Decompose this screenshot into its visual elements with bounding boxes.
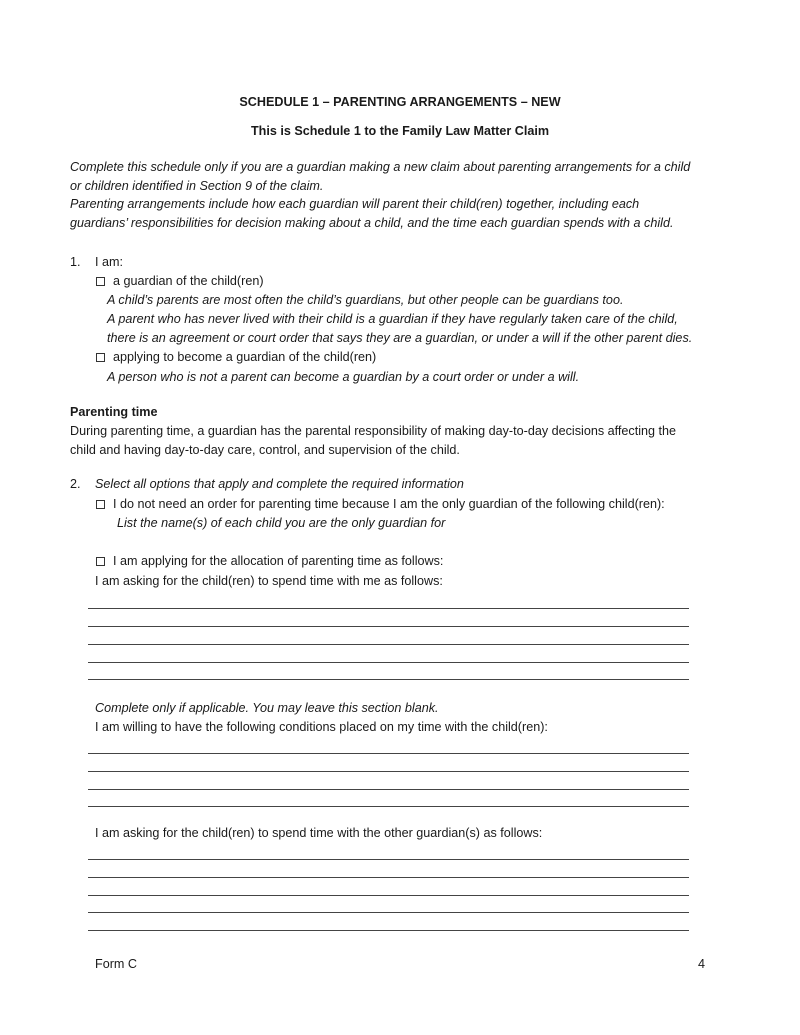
parenting-time-line-2: child and having day-to-day care, control, and supervision of the child. — [70, 443, 460, 457]
q1-option-apply-guardian — [96, 350, 376, 364]
guardian-note-1: A child’s parents are most often the child’s guardians, but other people can be guardians too. — [107, 293, 624, 307]
only-guardian-option-label: I do not need an order for parenting time because I am the only guardian of the following child(ren): — [113, 497, 665, 511]
conditions-line-1[interactable] — [88, 753, 689, 754]
conditions-line-4[interactable] — [88, 806, 689, 807]
only-guardian-checkbox[interactable] — [96, 500, 105, 509]
intro-line-3: Parenting arrangements include how each guardian will parent their child(ren) together, including each — [70, 197, 640, 211]
time-with-me-line-3[interactable] — [88, 644, 689, 645]
intro-line-2: or children identified in Section 9 of the claim. — [70, 179, 324, 193]
parenting-time-heading: Parenting time — [70, 405, 158, 419]
only-guardian-note: List the name(s) of each child you are the only guardian for — [117, 516, 446, 530]
other-guardian-line-5[interactable] — [88, 930, 689, 931]
q1-option-guardian — [96, 274, 264, 288]
guardian-note-3: there is an agreement or court order that says they are a guardian, or under a will if the other parent dies. — [107, 331, 693, 345]
parenting-time-line-1: During parenting time, a guardian has the parental responsibility of making day-to-day decisions affecting the — [70, 424, 677, 438]
q1-number: 1. — [70, 255, 81, 269]
time-with-me-line-1[interactable] — [88, 608, 689, 609]
allocation-option-label: I am applying for the allocation of parenting time as follows: — [113, 554, 444, 568]
time-with-me-line-4[interactable] — [88, 662, 689, 663]
guardian-note-2: A parent who has never lived with their child is a guardian if they have regularly taken care of the child, — [107, 312, 678, 326]
ask-time-with-other-label: I am asking for the child(ren) to spend time with the other guardian(s) as follows: — [95, 826, 543, 840]
intro-line-1: Complete this schedule only if you are a guardian making a new claim about parenting arrangements for a child — [70, 160, 691, 174]
q2-instruction: Select all options that apply and complete the required information — [95, 477, 464, 491]
conditions-line-2[interactable] — [88, 771, 689, 772]
q2-option-allocation — [96, 554, 443, 568]
time-with-me-line-2[interactable] — [88, 626, 689, 627]
apply-guardian-option-label: applying to become a guardian of the child(ren) — [113, 350, 377, 364]
other-guardian-line-3[interactable] — [88, 895, 689, 896]
guardian-option-label: a guardian of the child(ren) — [113, 274, 264, 288]
conditions-line-3[interactable] — [88, 789, 689, 790]
time-with-me-line-5[interactable] — [88, 679, 689, 680]
allocation-checkbox[interactable] — [96, 557, 105, 566]
guardian-checkbox[interactable] — [96, 277, 105, 286]
other-guardian-line-2[interactable] — [88, 877, 689, 878]
other-guardian-line-1[interactable] — [88, 859, 689, 860]
page-subtitle: This is Schedule 1 to the Family Law Matter Claim — [250, 124, 550, 138]
q2-option-only-guardian — [96, 497, 665, 511]
ask-time-with-me-label: I am asking for the child(ren) to spend time with me as follows: — [95, 574, 443, 588]
intro-line-4: guardians’ responsibilities for decision making about a child, and the time each guardian spends with a child. — [70, 216, 674, 230]
q2-number: 2. — [70, 477, 81, 491]
other-guardian-line-4[interactable] — [88, 912, 689, 913]
footer-form-name: Form C — [95, 957, 137, 971]
footer-page-number: 4 — [698, 957, 706, 971]
conditions-label: I am willing to have the following conditions placed on my time with the child(ren): — [95, 720, 548, 734]
apply-guardian-checkbox[interactable] — [96, 353, 105, 362]
q1-label: I am: — [95, 255, 123, 269]
optional-section-note: Complete only if applicable. You may leave this section blank. — [95, 701, 439, 715]
page-title: SCHEDULE 1 – PARENTING ARRANGEMENTS – NEW — [239, 95, 561, 109]
apply-guardian-note: A person who is not a parent can become a guardian by a court order or under a will. — [107, 370, 580, 384]
